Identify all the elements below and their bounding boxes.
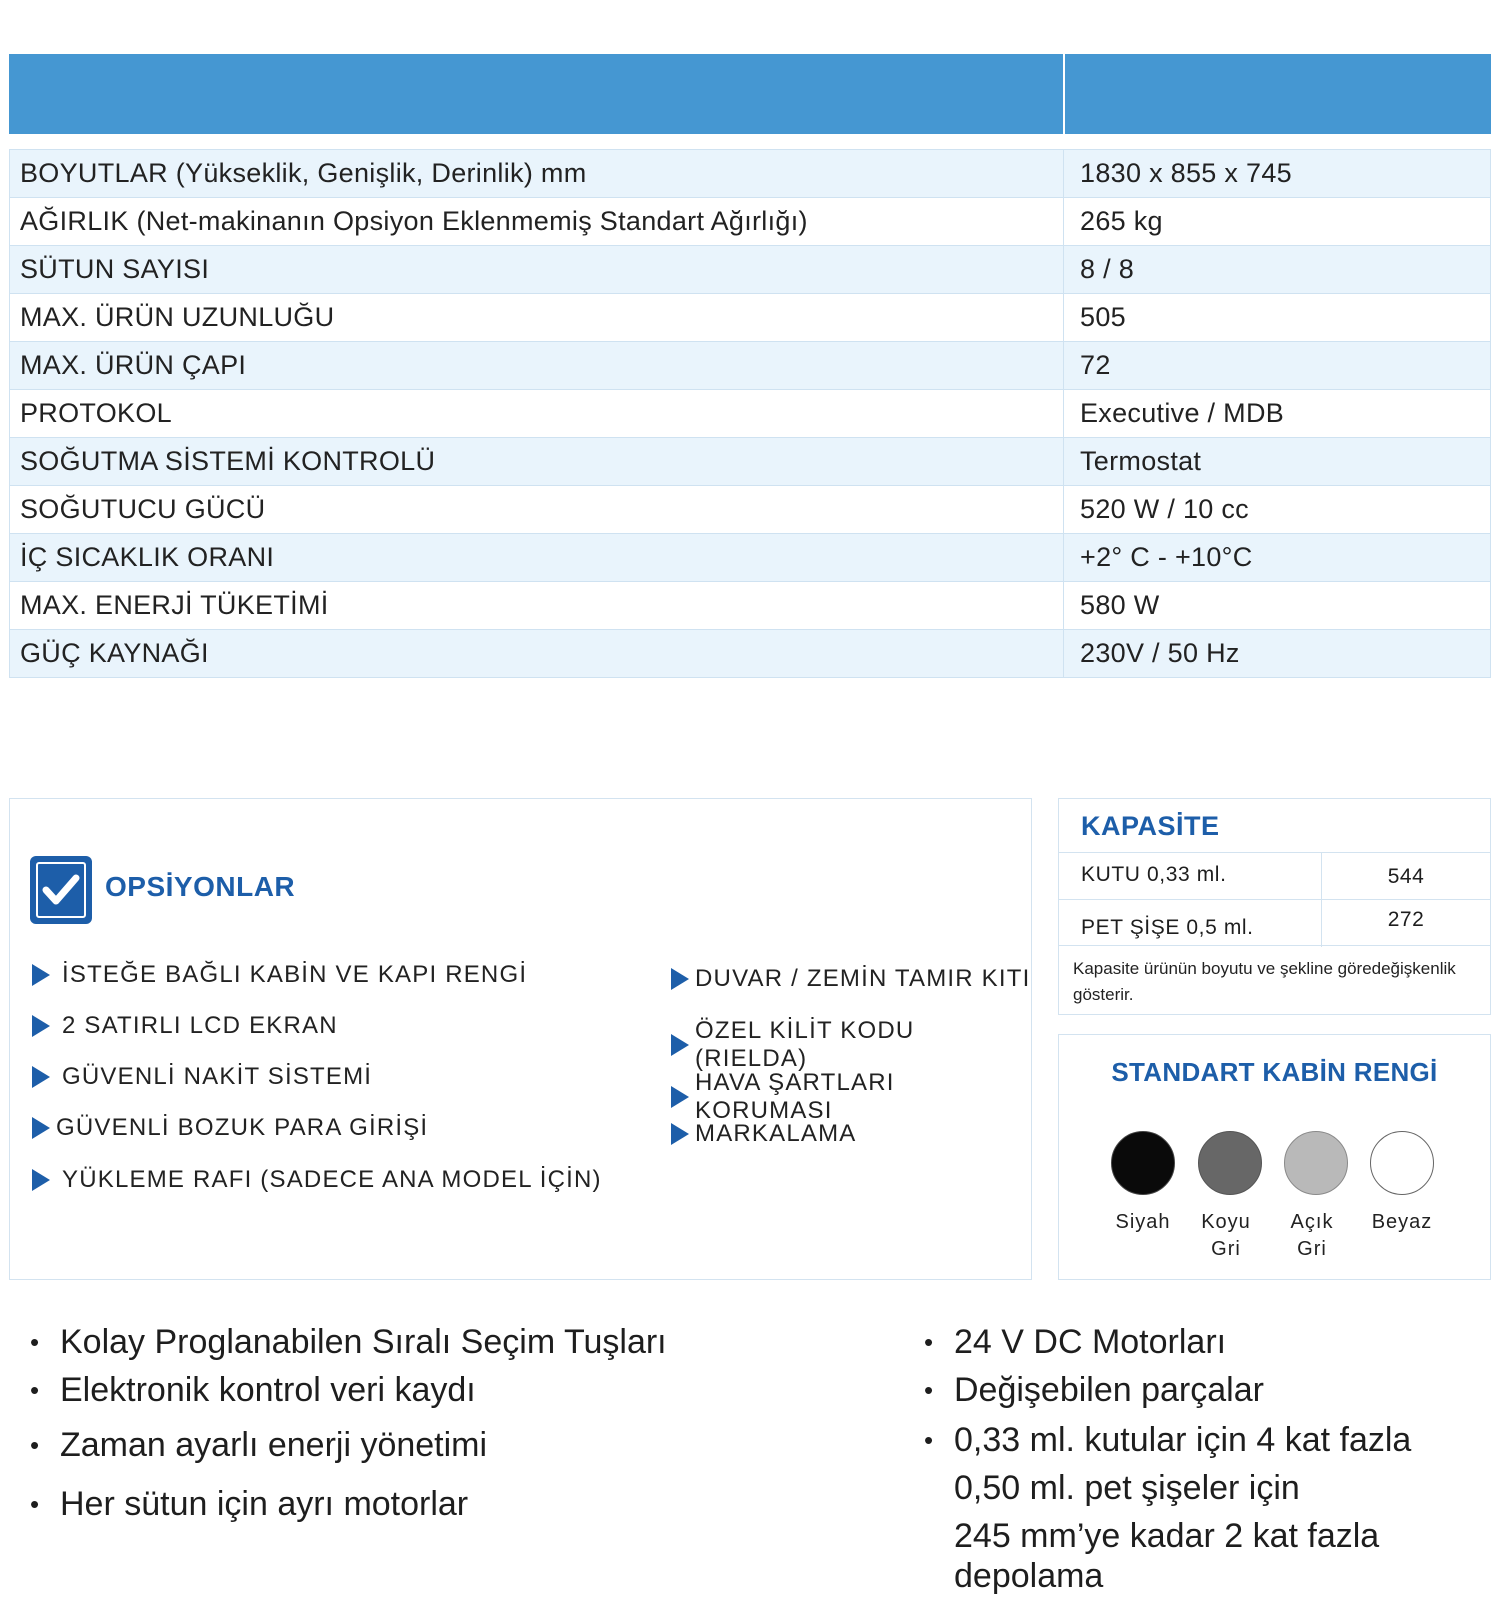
option-item	[32, 1114, 428, 1142]
capacity-note: Kapasite ürünün boyutu ve şekline göredeğişkenlik gösterir.	[1059, 945, 1490, 1008]
table-row	[10, 534, 1491, 582]
spec-label: MAX. ENERJİ TÜKETİMİ	[10, 582, 1064, 630]
spec-label: SOĞUTMA SİSTEMİ KONTROLÜ	[10, 438, 1064, 486]
spec-label: SÜTUN SAYISI	[10, 246, 1064, 294]
spec-label: GÜÇ KAYNAĞI	[10, 630, 1064, 678]
feature-label: 0,50 ml. pet şişeler için	[954, 1469, 1300, 1507]
feature-label: Değişebilen parçalar	[954, 1371, 1264, 1409]
table-row	[10, 438, 1491, 486]
options-panel	[9, 798, 1032, 1280]
triangle-bullet-icon	[671, 1086, 689, 1108]
spec-value: 580 W	[1064, 582, 1491, 630]
option-item	[671, 1120, 857, 1148]
color-swatch-siyah	[1111, 1131, 1175, 1195]
spec-table	[9, 149, 1491, 678]
swatch-label: Beyaz	[1371, 1211, 1433, 1233]
triangle-bullet-icon	[671, 1034, 689, 1056]
options-title: OPSİYONLAR	[105, 871, 296, 902]
option-label: HAVA ŞARTLARI KORUMASI	[695, 1069, 895, 1124]
spec-value: Termostat	[1064, 438, 1491, 486]
option-item	[671, 1017, 1031, 1073]
color-swatch-acik-gri	[1284, 1131, 1348, 1195]
spec-value: 265 kg	[1064, 198, 1491, 246]
cabinet-color-panel	[1058, 1034, 1491, 1280]
feature-label: 0,33 ml. kutular için 4 kat fazla	[954, 1421, 1412, 1459]
option-label: ÖZEL KİLİT KODU (RIELDA)	[695, 1017, 915, 1072]
option-item	[671, 1069, 1031, 1125]
capacity-panel	[1058, 798, 1491, 1015]
capacity-value: 544	[1321, 853, 1490, 900]
spec-value: +2° C - +10°C	[1064, 534, 1491, 582]
triangle-bullet-icon	[32, 1169, 50, 1191]
capacity-row	[1059, 852, 1490, 900]
table-row	[10, 246, 1491, 294]
swatch-label: Siyah	[1115, 1211, 1171, 1233]
spec-value: 8 / 8	[1064, 246, 1491, 294]
option-item	[32, 961, 527, 989]
table-row	[10, 390, 1491, 438]
spec-value: 72	[1064, 342, 1491, 390]
spec-label: BOYUTLAR (Yükseklik, Genişlik, Derinlik) mm	[10, 150, 1064, 198]
spec-value: 520 W / 10 cc	[1064, 486, 1491, 534]
capacity-label: PET ŞİŞE 0,5 ml.	[1081, 916, 1254, 939]
triangle-bullet-icon	[32, 964, 50, 986]
feature-label: Her sütun için ayrı motorlar	[60, 1485, 469, 1523]
spec-header-label-cell	[9, 54, 1065, 134]
feature-continuation	[954, 1468, 1300, 1508]
triangle-bullet-icon	[32, 1117, 50, 1139]
option-item	[32, 1012, 338, 1040]
table-row	[10, 150, 1491, 198]
spec-value: 505	[1064, 294, 1491, 342]
swatch-label: Açık Gri	[1290, 1211, 1334, 1260]
swatch-label: Koyu Gri	[1201, 1211, 1251, 1260]
feature-item: • 0,33 ml. kutular için 4 kat fazla	[924, 1421, 1412, 1459]
triangle-bullet-icon	[32, 1015, 50, 1037]
feature-label: Elektronik kontrol veri kaydı	[60, 1371, 476, 1409]
option-label: GÜVENLİ NAKİT SİSTEMİ	[62, 1063, 373, 1090]
feature-item: • Zaman ayarlı enerji yönetimi	[30, 1426, 488, 1464]
option-item	[671, 965, 1030, 993]
spec-table-header	[9, 54, 1491, 134]
color-swatch-beyaz	[1370, 1131, 1434, 1195]
option-label: İSTEĞE BAĞLI KABİN VE KAPI RENGİ	[62, 961, 528, 988]
spec-label: MAX. ÜRÜN UZUNLUĞU	[10, 294, 1064, 342]
spec-value: Executive / MDB	[1064, 390, 1491, 438]
feature-label: Zaman ayarlı enerji yönetimi	[60, 1426, 488, 1464]
checkbox-checked-icon	[30, 856, 92, 924]
capacity-row	[1059, 899, 1490, 947]
spec-label: PROTOKOL	[10, 390, 1064, 438]
triangle-bullet-icon	[32, 1066, 50, 1088]
capacity-label: KUTU 0,33 ml.	[1081, 863, 1227, 886]
feature-item: • Elektronik kontrol veri kaydı	[30, 1371, 476, 1409]
feature-item: • Değişebilen parçalar	[924, 1371, 1264, 1409]
table-row	[10, 294, 1491, 342]
feature-label: Kolay Proglanabilen Sıralı Seçim Tuşları	[60, 1323, 667, 1361]
option-label: GÜVENLİ BOZUK PARA GİRİŞİ	[56, 1114, 429, 1141]
table-row	[10, 630, 1491, 678]
spec-label: İÇ SICAKLIK ORANI	[10, 534, 1064, 582]
capacity-value: 272	[1321, 900, 1490, 947]
feature-continuation	[954, 1516, 1500, 1596]
feature-item: • Kolay Proglanabilen Sıralı Seçim Tuşları	[30, 1323, 667, 1361]
feature-item: • Her sütun için ayrı motorlar	[30, 1485, 469, 1523]
option-item	[32, 1063, 372, 1091]
color-swatch-koyu-gri	[1198, 1131, 1262, 1195]
spec-value: 1830 x 855 x 745	[1064, 150, 1491, 198]
option-label: 2 SATIRLI LCD EKRAN	[62, 1012, 338, 1039]
feature-label: 24 V DC Motorları	[954, 1323, 1227, 1361]
option-label: YÜKLEME RAFI (SADECE ANA MODEL İÇİN)	[62, 1166, 602, 1193]
option-label: MARKALAMA	[695, 1120, 857, 1147]
option-label: DUVAR / ZEMİN TAMIR KITI	[695, 965, 1031, 992]
feature-item: • 24 V DC Motorları	[924, 1323, 1227, 1361]
table-row	[10, 342, 1491, 390]
table-row	[10, 198, 1491, 246]
spec-label: AĞIRLIK (Net-makinanın Opsiyon Eklenmemiş Standart Ağırlığı)	[10, 198, 1064, 246]
spec-label: SOĞUTUCU GÜCÜ	[10, 486, 1064, 534]
spec-header-value-cell	[1065, 54, 1491, 134]
table-row	[10, 582, 1491, 630]
capacity-title: KAPASİTE	[1081, 811, 1220, 841]
spec-label: MAX. ÜRÜN ÇAPI	[10, 342, 1064, 390]
cabinet-color-title: STANDART KABİN RENGİ	[1111, 1057, 1438, 1087]
table-row	[10, 486, 1491, 534]
triangle-bullet-icon	[671, 1123, 689, 1145]
spec-value: 230V / 50 Hz	[1064, 630, 1491, 678]
option-item	[32, 1166, 602, 1194]
triangle-bullet-icon	[671, 968, 689, 990]
feature-label: 245 mm’ye kadar 2 kat fazla depolama	[954, 1517, 1380, 1595]
